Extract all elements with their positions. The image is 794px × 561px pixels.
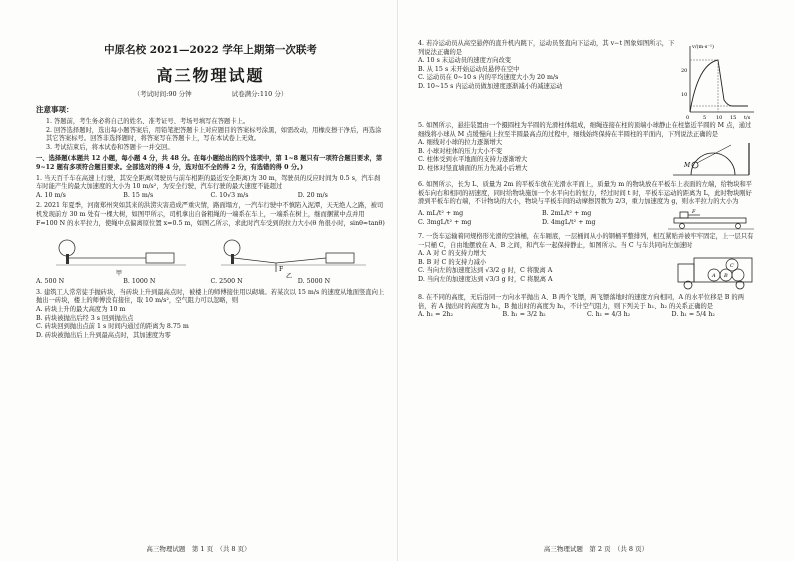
car-a <box>146 253 174 263</box>
option: D. 10~15 s 内运动员做加速度逐渐减小的减速运动 <box>418 82 563 90</box>
car-b <box>326 253 354 263</box>
tree-figure-a <box>59 240 75 264</box>
option: A. 500 N <box>36 278 65 286</box>
section-1-heading: 一、选择题(本题共 12 小题，每小题 4 分，共 48 分。在每小题给出的四个选项中，第 1~8 题只有一项符合题目要求，第 9~12 题有多项符合题目要求。全部选对的得 4 分，选对但不全的得 2 分，有选错的得 0 分。) <box>36 155 383 171</box>
option: B. 砖块被抛出后经 3 s 回到抛出点 <box>36 314 134 322</box>
label-a: A <box>712 273 716 280</box>
v-axis-label: v/(m·s⁻¹) <box>692 44 714 50</box>
label-f-q6: F <box>692 208 696 215</box>
note-2: 2. 回答选择题时，选出每小题答案后，用铅笔把答题卡上对应题目的答案标号涂黑，如需改动，用橡皮擦干净后，再选涂其它答案标号。回答非选择题时，将答案写在答题卡上，写在本试卷上无效。 <box>46 126 382 143</box>
tick-5: 5 <box>703 115 707 120</box>
page-footer: 高三物理试题 第 2 页 （共 8 页） <box>543 545 649 553</box>
option: D. 砖块被抛出后上升到最高点时，其加速度为零 <box>36 331 171 339</box>
question-3: 3. 建筑工人常常徒手抛砖块，当砖块上升到最高点时，被楼上的师傅接住用以砌墙。若某次以 15 m/s 的速度从地面竖直向上抛出一砖块，楼上的师傅没有接住，取 10 m/s²，空气阻力可以忽略，则 <box>36 288 385 305</box>
t-axis-label: t/s <box>744 115 751 120</box>
question-2: 2. 2021 年夏季，河南郑州突如其来的洪涝灾害造成严重灾情，路面塌方，一汽车行驶中不慎陷入泥潭，天无绝人之路，被司机发现前方 30 m 处有一棵大树，如图甲所示，司机拿出自备粗绳的一端系在车上，一端系在树上，继而捆紧中点并用 F=100 N 的水平拉力，使绳中点偏离原位置 x=0.5 m，如图乙所示，求此时汽车受到的拉力大小(θ 角很小时，sinθ≈tanθ) <box>36 202 385 227</box>
tick-10: 10 <box>681 92 688 98</box>
exam-subject: 高三物理试题 <box>156 66 265 85</box>
option: C. 3mgL/t² + mg <box>418 218 472 226</box>
option: B. 15 m/s <box>123 191 154 199</box>
question-6-options <box>418 210 666 227</box>
exam-meta <box>36 89 385 98</box>
option: C. 柱体受到水平地面的支持力逐渐增大 <box>418 156 528 164</box>
page-footer: 高三物理试题 第 1 页 （共 8 页） <box>146 545 251 553</box>
label-jia: 甲 <box>116 270 123 278</box>
option: B. B 对 C 的支持力减小 <box>418 258 487 266</box>
plank <box>674 218 746 223</box>
option: C. 运动员在 0~10 s 内的平均速度大小为 20 m/s <box>418 74 559 82</box>
option: B. 从 15 s 末开始运动员悬停在空中 <box>418 65 520 73</box>
note-1: 1. 答题前，考生务必将自己的姓名、准考证号、考场号填写在答题卡上。 <box>46 118 250 125</box>
tick-10-t: 10 <box>716 115 723 120</box>
vt-graph <box>678 40 756 120</box>
label-c: C <box>730 263 734 270</box>
tick-0: 0 <box>686 115 690 120</box>
option: A. 砖块上升的最大高度为 10 m <box>36 305 126 313</box>
option: B. 1000 N <box>123 278 156 286</box>
option: A. A 对 C 的支持力增大 <box>418 250 486 258</box>
tick-20: 20 <box>681 68 688 74</box>
option: D. 当向左的加速度达到 √3/3 g 时，C 将脱离 A <box>418 275 553 283</box>
note-3: 3. 考试结束后，将本试卷和答题卡一并交回。 <box>46 143 174 151</box>
string <box>697 145 731 163</box>
option: A. 10 m/s <box>36 191 66 199</box>
question-2-figure <box>36 228 376 278</box>
tick-15: 15 <box>730 115 737 120</box>
question-1-options <box>36 192 385 201</box>
q5-figure <box>671 139 756 179</box>
option: A. 10 s 末运动员的速度方向改变 <box>418 57 512 65</box>
option: D. 4mgL/t² + mg <box>542 218 596 226</box>
notes-title: 注意事项： <box>36 105 74 114</box>
block <box>680 212 688 218</box>
option: B. 2mL/t² + mg <box>542 210 592 218</box>
option: B. 小球对柱体的压力大小不变 <box>418 147 503 155</box>
option: C. 当向左的加速度达到 √3/2 g 时，C 将脱离 A <box>418 267 553 275</box>
label-yi: 乙 <box>286 273 293 279</box>
q7-truck-figure <box>676 250 756 292</box>
option: C. 2500 N <box>210 278 243 286</box>
question-5: 5. 如图所示，悬挂装置由一个摄圆柱为半圆的光滑柱体组成，细绳连接在柱的顶端小球静止在柱靠近半圆的 M 点，通过细线将小球从 M 点缓慢向上拉至半圆最高点的过程中，细线始终保持在半圆柱的平面内，下列说法正确的是 <box>418 122 752 138</box>
school-title: 中原名校 2021—2022 学年上期第一次联考 <box>104 44 317 56</box>
question-7: 7. 一货车运输着同规格形光滑的空油桶，在车厢底，一层桶间从小的钢桶平整排列，相互紧贴并被牢牢固定，上一层只有一只桶 C，自由地摆放在 A、B 之间，和汽车一起保持静止，如图所示。当 C 与车共同向左加速时 <box>418 232 754 249</box>
option: D. 柱体对竖直墙面的压力先减小后增大 <box>418 164 528 172</box>
option: A. mL/t² + mg <box>418 210 464 218</box>
option: D. h₁ = 5/4 h₂ <box>671 311 715 319</box>
exam-score: 试卷满分:110 分） <box>231 90 288 98</box>
question-2-options <box>36 278 385 287</box>
option: D. 20 m/s <box>297 191 328 199</box>
label-m: M <box>684 162 691 170</box>
option: A. 细线对小球的拉力逐渐增大 <box>418 139 503 147</box>
option: C. h₁ = 4/3 h₂ <box>587 311 631 319</box>
question-4: 4. 若冷运动员从高空悬停的直升机内跳下，运动员竖直向下运动，其 v−t 图象如图所示，下列说法正确的是 <box>418 40 675 56</box>
option: C. 10√3 m/s <box>210 191 249 199</box>
q6-figure <box>666 207 756 231</box>
label-b: B <box>724 273 728 280</box>
rope-b <box>234 258 326 263</box>
option: C. 砖块回到抛出点前 1 s 时间内通过的距离为 8.75 m <box>36 323 189 331</box>
vt-curve <box>690 60 748 112</box>
exam-time: （考试时间:90 分钟 <box>133 90 192 98</box>
tree-figure-b <box>224 240 240 264</box>
option: A. h₁ = 2h₂ <box>418 311 453 319</box>
question-1: 1. 当天百千车在高速上行驶，其安全距离(驾驶员与前车相距的最近安全距离)为 30 m，驾驶员的反应时间为 0.5 s，汽车刹车时能产生的最大加速度的大小为 10 m/s²，为安全行驶，汽车行驶的最大速度不能超过 <box>36 174 381 191</box>
truck-cab <box>678 264 694 282</box>
option: D. 5000 N <box>297 278 331 286</box>
label-f: F <box>279 266 284 274</box>
page-2 <box>397 0 794 561</box>
question-6: 6. 如图所示，长为 L、质量为 2m 的平板车放在光滑水平面上，质量为 m 的物块放在平板车上表面的左端，给物块和平板车向右和相同的初速度，同时给物块施加一个水平向右的恒力，经过时间 t 时，平板车运动的距离为 L，此时物块刚好滑到平板车的右端，不计物块的大小，物块与平板车间的动摩擦因数为 2/3，重力加速度为 g，则水平拉力的大小为 <box>418 181 753 206</box>
option: B. h₁ = 3/2 h₂ <box>502 311 546 319</box>
question-8-options <box>418 311 756 320</box>
question-8: 8. 在不同的高度，无后沿同一方向水平抛出 A、B 两个飞镖，两飞镖落地时的速度方向相同，A 的水平位移是 B 的两倍，若 A 抛出时的高度为 h₁，B 抛出时的高度为 h₂，不计空气阻力，则下列关于 h₁、h₂ 的关系正确的是 <box>418 294 745 310</box>
